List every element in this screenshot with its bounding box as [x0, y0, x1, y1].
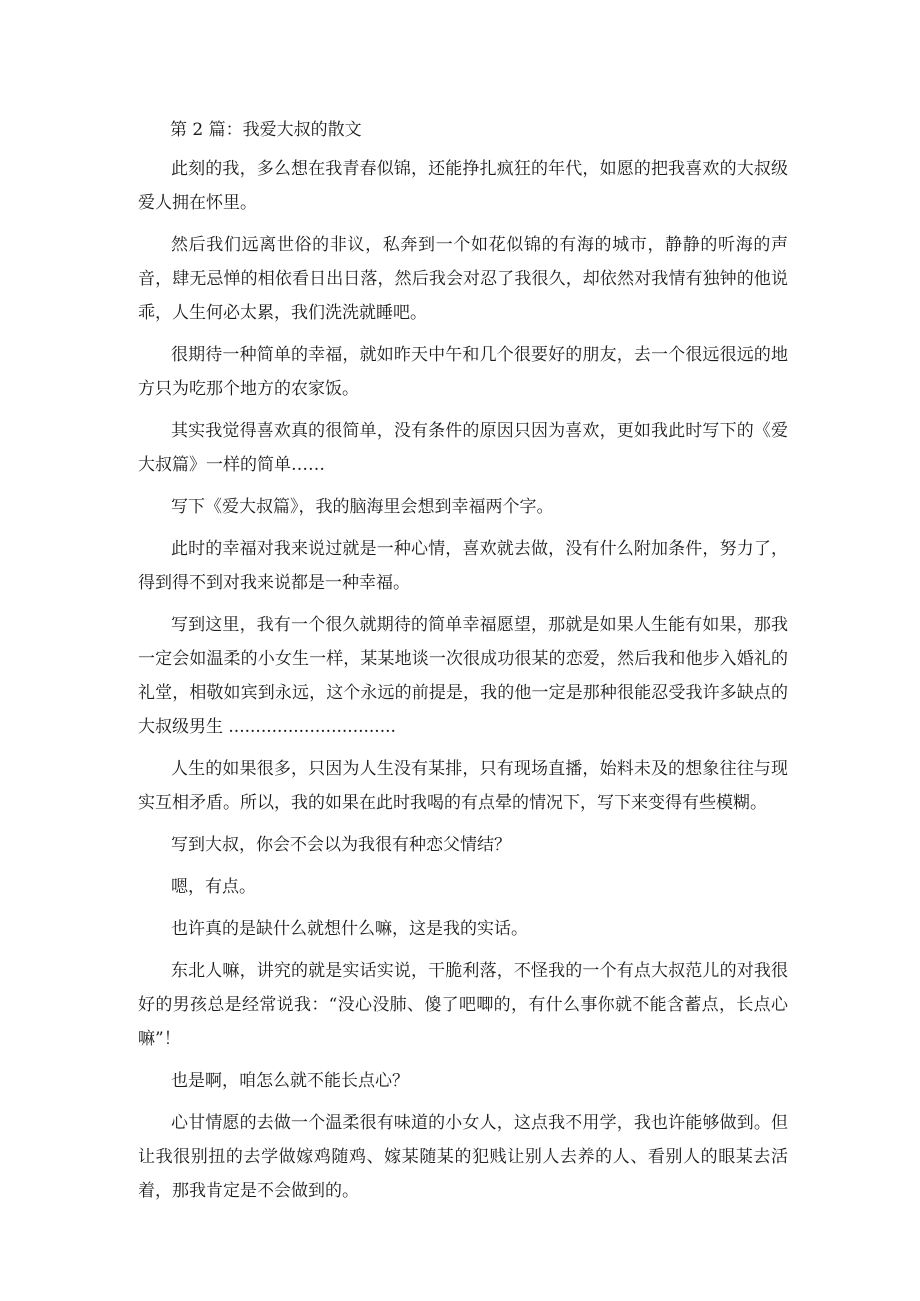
paragraph-11: 也许真的是缺什么就想什么嘛，这是我的实话。 — [171, 919, 528, 939]
paragraph-9: 写到大叔，你会不会以为我很有种恋父情结？ — [171, 835, 511, 855]
paragraph-7: 写到这里，我有一个很久就期待的简单幸福愿望，那就是如果人生能有如果，那我一定会如温柔的小女生一样，某某地谈一次很成功很某的恋爱，然后我和他步入婚礼的礼堂，相敬如宾到永远，这个永远的前提是，我的他一定是那种很能忍受我许多缺点的大叔级男生 ............................... — [138, 615, 788, 737]
paragraph-12: 东北人嘛，讲究的就是实话实说，干脆利落，不怪我的一个有点大叔范儿的对我很好的男孩总是经常说我：“没心没肺、傻了吧唧的，有什么事你就不能含蓄点，长点心嘛”！ — [138, 961, 788, 1049]
paragraph-3: 很期待一种简单的幸福，就如昨天中午和几个很要好的朋友，去一个很远很远的地方只为吃那个地方的农家饭。 — [138, 345, 788, 399]
article-title: 第 2 篇：我爱大叔的散文 — [170, 120, 362, 140]
paragraph-6: 此时的幸福对我来说过就是一种心情，喜欢就去做，没有什么附加条件，努力了，得到得不到对我来说都是一种幸福。 — [138, 539, 788, 593]
paragraph-14: 心甘情愿的去做一个温柔很有味道的小女人，这点我不用学，我也许能够做到。但让我很别扭的去学做嫁鸡随鸡、嫁某随某的犯贱让别人去养的人、看别人的眼某去活着，那我肯定是不会做到的。 — [138, 1113, 788, 1201]
paragraph-1: 此刻的我，多么想在我青春似锦，还能挣扎疯狂的年代，如愿的把我喜欢的大叔级爱人拥在怀里。 — [138, 159, 788, 213]
article-body — [138, 116, 788, 1216]
paragraph-5: 写下《爱大叔篇》，我的脑海里会想到幸福两个字。 — [171, 497, 554, 517]
paragraph-4: 其实我觉得喜欢真的很简单，没有条件的原因只因为喜欢，更如我此时写下的《爱大叔篇》一样的简单…… — [138, 421, 788, 475]
paragraph-10: 嗯，有点。 — [171, 877, 256, 897]
paragraph-13: 也是啊，咱怎么就不能长点心？ — [171, 1071, 409, 1091]
paragraph-8: 人生的如果很多，只因为人生没有某排，只有现场直播，始料未及的想象往往与现实互相矛盾。所以，我的如果在此时我喝的有点晕的情况下，写下来变得有些模糊。 — [138, 759, 788, 813]
paragraph-2: 然后我们远离世俗的非议，私奔到一个如花似锦的有海的城市，静静的听海的声音，肆无忌惮的相依看日出日落，然后我会对忍了我很久，却依然对我情有独钟的他说 乖，人生何必太累，我们洗洗就睡吧。 — [138, 235, 788, 323]
